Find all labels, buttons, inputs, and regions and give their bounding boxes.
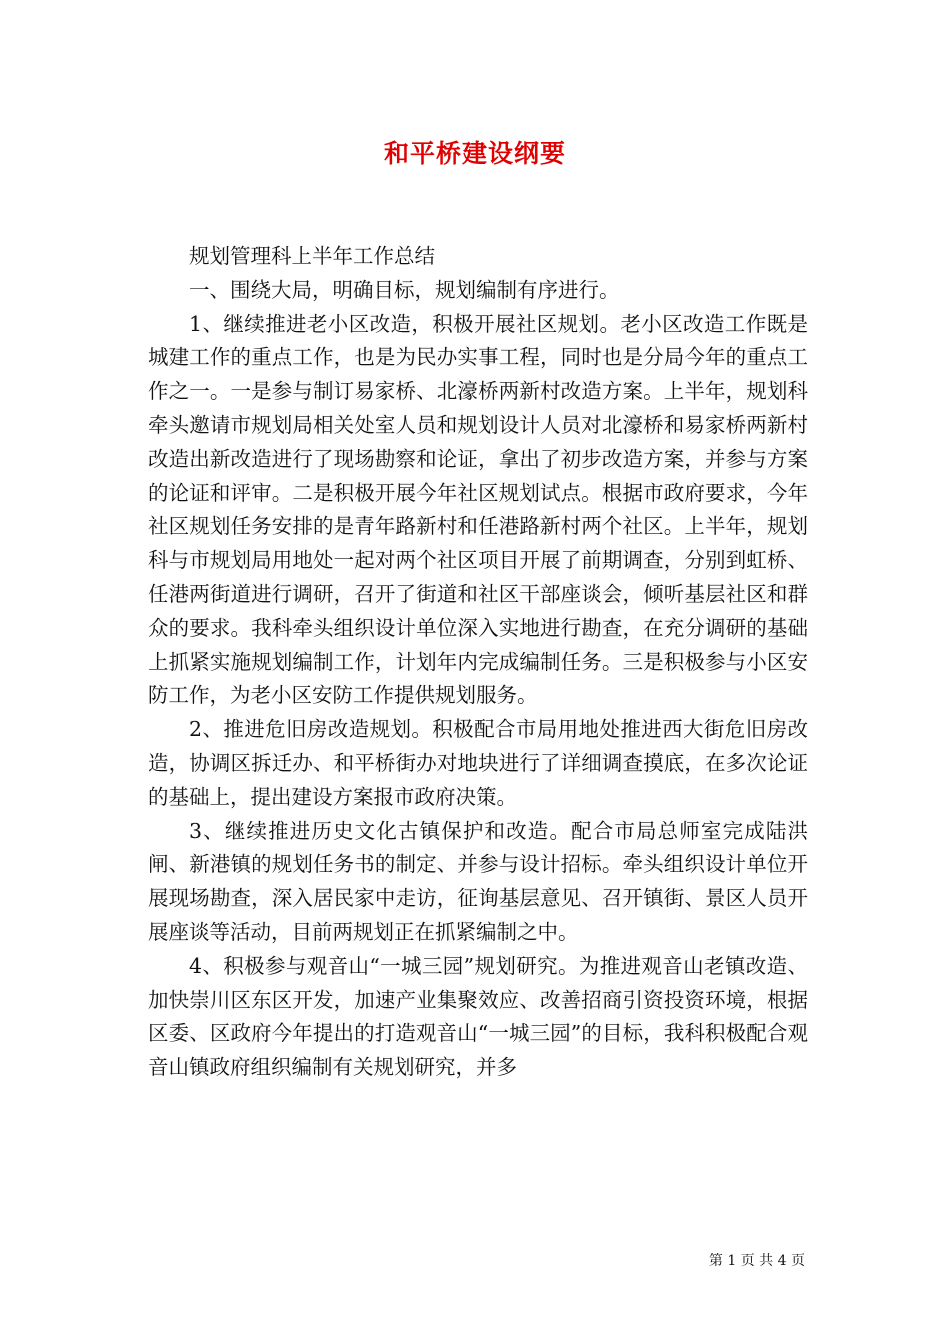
- page-number-footer: 第 1 页 共 4 页: [708, 1253, 805, 1269]
- paragraph-item-4: 4、积极参与观音山“一城三园”规划研究。为推进观音山老镇改造、加快崇川区东区开发，加速产业集聚效应、改善招商引资投资环境，根据区委、区政府今年提出的打造观音山“一城三园”的目标，我科积极配合观音山镇政府组织编制有关规划研究，并多: [148, 953, 808, 1080]
- paragraph-section-one: 一、围绕大局，明确目标，规划编制有序进行。: [189, 277, 620, 302]
- document-body: [148, 240, 808, 1085]
- paragraph-item-1: 1、继续推进老小区改造，积极开展社区规划。老小区改造工作既是城建工作的重点工作，也是为民办实事工程，同时也是分局今年的重点工作之一。一是参与制订易家桥、北濠桥两新村改造方案。上半年，规划科牵头邀请市规划局相关处室人员和规划设计人员对北濠桥和易家桥两新村改造出新改造进行了现场勘察和论证，拿出了初步改造方案，并参与方案的论证和评审。二是积极开展今年社区规划试点。根据市政府要求，今年社区规划任务安排的是青年路新村和任港路新村两个社区。上半年，规划科与市规划局用地处一起对两个社区项目开展了前期调查，分别到虹桥、任港两街道进行调研，召开了街道和社区干部座谈会，倾听基层社区和群众的要求。我科牵头组织设计单位深入实地进行勘查，在充分调研的基础上抓紧实施规划编制工作，计划年内完成编制任务。三是积极参与小区安防工作，为老小区安防工作提供规划服务。: [148, 311, 808, 708]
- paragraph-item-2: 2、推进危旧房改造规划。积极配合市局用地处推进西大街危旧房改造，协调区拆迁办、和平桥街办对地块进行了详细调查摸底，在多次论证的基础上，提出建设方案报市政府决策。: [148, 717, 808, 809]
- paragraph-item-3: 3、继续推进历史文化古镇保护和改造。配合市局总师室完成陆洪闸、新港镇的规划任务书的制定、并参与设计招标。牵头组织设计单位开展现场勘查，深入居民家中走访，征询基层意见、召开镇街、景区人员开展座谈等活动，目前两规划正在抓紧编制之中。: [148, 818, 808, 944]
- document-title: 和平桥建设纲要: [383, 139, 566, 168]
- paragraph-heading: 规划管理科上半年工作总结: [189, 244, 435, 268]
